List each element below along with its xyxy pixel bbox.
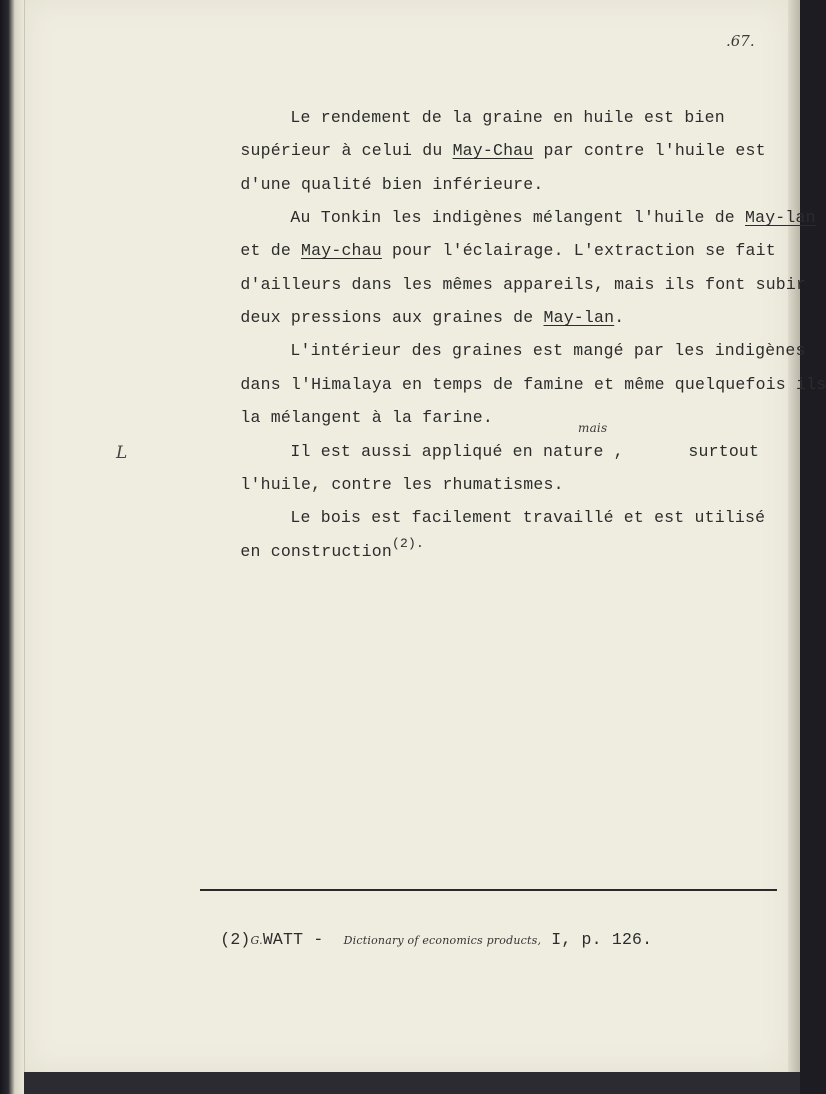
text-line-11-end	[648, 423, 759, 480]
footnote-reference: (2)	[391, 536, 416, 551]
text-span: Le bois est facilement travaillé et est utilisé	[290, 508, 766, 527]
underlined-term: May-chau	[301, 241, 382, 260]
text-span: par contre l'huile est	[533, 141, 766, 160]
handwritten-title: Dictionary of economics products,	[343, 934, 542, 947]
text-span: d'une qualité bien inférieure.	[240, 175, 544, 194]
text-line-1-content: Le rendement de la graine en huile est bien	[290, 108, 725, 127]
text-span: supérieur à celui du	[240, 141, 453, 160]
book-binding	[0, 0, 24, 1094]
handwritten-initial: G.	[250, 934, 263, 947]
text-span: surtout	[688, 442, 760, 461]
underlined-term: May-Chau	[452, 141, 534, 160]
underlined-term: May-lan	[543, 308, 615, 327]
text-span: L'intérieur des graines est mangé par les indigènes	[290, 341, 806, 360]
scan-background	[24, 1072, 800, 1094]
footnote-marker: (2)	[220, 930, 251, 949]
footnote-separator	[200, 889, 777, 891]
footnote-author: WATT -	[262, 930, 334, 949]
text-span: .	[614, 308, 625, 327]
text-span: en construction	[240, 542, 392, 561]
text-span: la mélangent à la farine.	[240, 408, 493, 427]
text-span: d'ailleurs dans les mêmes appareils, mais ils font subir	[240, 275, 807, 294]
footnote	[200, 911, 652, 949]
margin-mark: L	[116, 443, 128, 463]
text-span: l'huile, contre les rhumatismes.	[240, 475, 564, 494]
text-span: pour l'éclairage. L'extraction se fait	[381, 241, 776, 260]
text-span: dans l'Himalaya en temps de famine et même quelquefois ils	[240, 375, 826, 394]
footnote-reference-detail: I, p. 126.	[541, 930, 653, 949]
text-span: et de	[240, 241, 302, 260]
page-number: .67.	[726, 32, 755, 50]
text-span: .	[415, 536, 424, 551]
handwritten-insertion: mais	[578, 421, 608, 435]
page-edge	[788, 0, 800, 1072]
text-line-14	[200, 523, 424, 580]
text-span: Au Tonkin les indigènes mélangent l'huile de	[290, 208, 745, 227]
text-span: deux pressions aux graines de	[240, 308, 544, 327]
text-span: Il est aussi appliqué en nature ,	[290, 442, 624, 461]
underlined-term: May-lan	[745, 208, 816, 227]
